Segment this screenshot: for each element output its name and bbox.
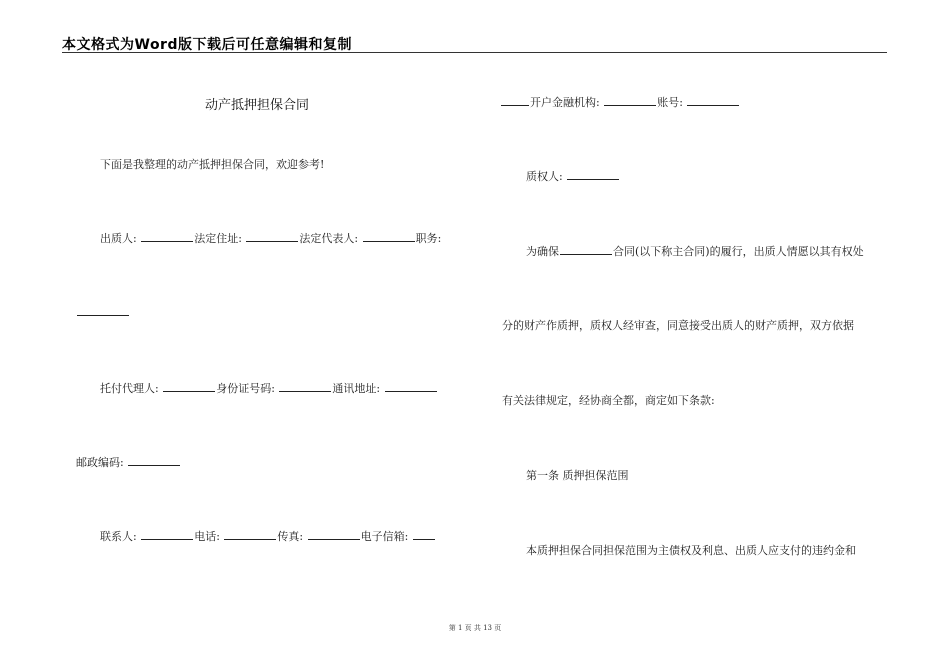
- email-label: 电子信箱:: [360, 530, 412, 543]
- paragraph-1-start: 为确保: [526, 245, 559, 258]
- header-divider: [62, 52, 887, 53]
- legal-rep-blank[interactable]: [363, 230, 415, 242]
- pledgee-line: [526, 168, 620, 184]
- contact-address-label: 通讯地址:: [332, 382, 384, 395]
- bank-leading-blank[interactable]: [501, 94, 529, 106]
- paragraph-4: 本质押担保合同担保范围为主债权及利息、出质人应支付的违约金和: [526, 544, 856, 557]
- postal-label: 邮政编码:: [76, 456, 128, 469]
- pledgee-blank[interactable]: [567, 168, 619, 180]
- document-title: 动产抵押担保合同: [205, 98, 310, 113]
- agent-line: [100, 380, 438, 396]
- bank-blank[interactable]: [604, 94, 656, 106]
- intro-text: 下面是我整理的动产抵押担保合同，欢迎参考!: [100, 158, 325, 171]
- agent-blank[interactable]: [163, 380, 215, 392]
- id-number-label: 身份证号码:: [216, 382, 279, 395]
- pledgor-line: [100, 230, 441, 246]
- bank-label: 开户金融机构:: [530, 96, 604, 109]
- fax-blank[interactable]: [308, 528, 360, 540]
- pledgee-label: 质权人:: [526, 170, 567, 183]
- email-blank[interactable]: [413, 528, 435, 540]
- article-1-heading: 第一条 质押担保范围: [526, 469, 629, 482]
- phone-label: 电话:: [194, 530, 224, 543]
- contact-address-blank[interactable]: [385, 380, 437, 392]
- paragraph-1: [526, 243, 864, 259]
- agent-label: 托付代理人:: [100, 382, 163, 395]
- position-line: [76, 304, 130, 319]
- page-number: 第 1 页 共 13 页: [448, 624, 502, 632]
- postal-line: [76, 454, 181, 470]
- contact-label: 联系人:: [100, 530, 141, 543]
- paragraph-3: 有关法律规定，经协商全都，商定如下条款:: [502, 394, 715, 407]
- phone-blank[interactable]: [224, 528, 276, 540]
- address-blank[interactable]: [246, 230, 298, 242]
- paragraph-1-end: 合同(以下称主合同)的履行，出质人情愿以其有权处: [613, 245, 864, 258]
- position-blank[interactable]: [77, 304, 129, 316]
- main-contract-blank[interactable]: [560, 243, 612, 255]
- postal-blank[interactable]: [128, 454, 180, 466]
- id-number-blank[interactable]: [279, 380, 331, 392]
- contact-blank[interactable]: [141, 528, 193, 540]
- legal-rep-label: 法定代表人:: [299, 232, 362, 245]
- position-label: 职务:: [415, 232, 442, 245]
- paragraph-2: 分的财产作质押，质权人经审查，同意接受出质人的财产质押，双方依据: [502, 319, 854, 332]
- account-label: 账号:: [657, 96, 687, 109]
- pledgor-label: 出质人:: [100, 232, 141, 245]
- address-label: 法定住址:: [194, 232, 246, 245]
- account-blank[interactable]: [687, 94, 739, 106]
- document-banner: 本文格式为Word版下载后可任意编辑和复制: [62, 37, 352, 53]
- bank-line: [500, 94, 740, 110]
- contact-line: [100, 528, 436, 544]
- fax-label: 传真:: [277, 530, 307, 543]
- pledgor-blank[interactable]: [141, 230, 193, 242]
